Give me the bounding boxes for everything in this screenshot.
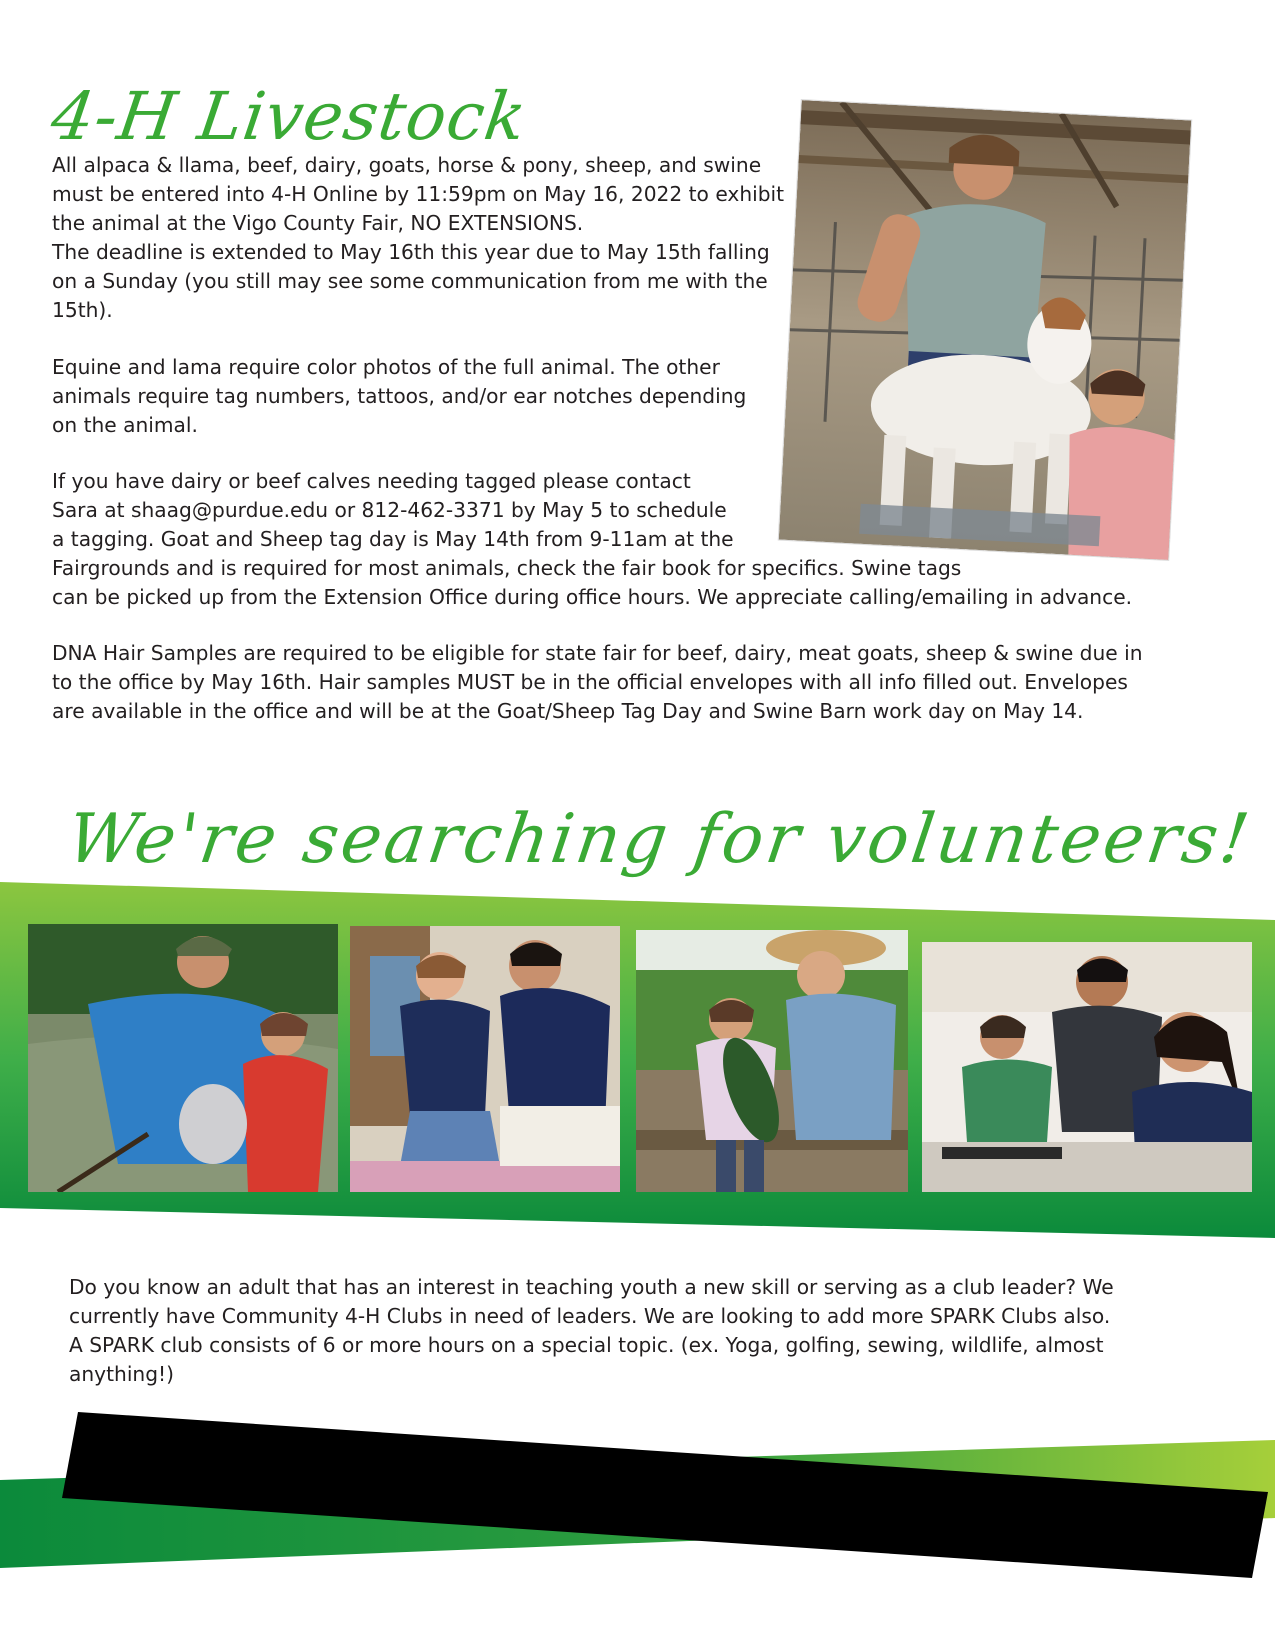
text-line: Do you know an adult that has an interest in teaching youth a new skill or serving as a club leader? We bbox=[69, 1275, 1114, 1299]
footer-stripes bbox=[0, 1400, 1275, 1650]
volunteer-photo-computer bbox=[922, 942, 1252, 1192]
text-line: to the office by May 16th. Hair samples MUST be in the official envelopes with all info filled out. Envelopes bbox=[52, 670, 1128, 694]
text-line: Equine and lama require color photos of the full animal. The other bbox=[52, 355, 720, 379]
volunteer-photo-fishing bbox=[28, 924, 338, 1192]
text-line: 15th). bbox=[52, 298, 113, 322]
text-line: can be picked up from the Extension Office during office hours. We appreciate calling/emailing in advance. bbox=[52, 585, 1133, 609]
text-line: a tagging. Goat and Sheep tag day is May 14th from 9-11am at the bbox=[52, 527, 734, 551]
livestock-title: 4-H Livestock bbox=[46, 78, 532, 155]
text-line: The deadline is extended to May 16th this year due to May 15th falling bbox=[52, 240, 770, 264]
text-line: Sara at shaag@purdue.edu or 812-462-3371 by May 5 to schedule bbox=[52, 498, 727, 522]
livestock-photo bbox=[779, 100, 1191, 560]
text-line: DNA Hair Samples are required to be eligible for state fair for beef, dairy, meat goats, sheep & swine due in bbox=[52, 641, 1143, 665]
text-line: the animal at the Vigo County Fair, NO EXTENSIONS. bbox=[52, 211, 584, 235]
volunteers-title: We're searching for volunteers! bbox=[62, 800, 1257, 879]
text-line: anything!) bbox=[69, 1362, 175, 1386]
text-line: must be entered into 4-H Online by 11:59pm on May 16, 2022 to exhibit bbox=[52, 182, 785, 206]
text-line: All alpaca & llama, beef, dairy, goats, horse & pony, sheep, and swine bbox=[52, 153, 762, 177]
text-line: on the animal. bbox=[52, 413, 198, 437]
text-line: Fairgrounds and is required for most animals, check the fair book for specifics. Swine tags bbox=[52, 556, 962, 580]
text-line: animals require tag numbers, tattoos, and/or ear notches depending bbox=[52, 384, 747, 408]
livestock-photo-illustration bbox=[779, 100, 1191, 560]
text-line: A SPARK club consists of 6 or more hours on a special topic. (ex. Yoga, golfing, sewing, wildlife, almost bbox=[69, 1333, 1104, 1357]
text-line: are available in the office and will be at the Goat/Sheep Tag Day and Swine Barn work day on May 14. bbox=[52, 699, 1084, 723]
text-line: If you have dairy or beef calves needing tagged please contact bbox=[52, 469, 691, 493]
volunteer-photo-sewing bbox=[350, 926, 620, 1192]
volunteer-photo-garden bbox=[636, 930, 908, 1192]
volunteer-photo-banner bbox=[0, 880, 1275, 1240]
text-line: on a Sunday (you still may see some communication from me with the bbox=[52, 269, 768, 293]
text-line: currently have Community 4-H Clubs in need of leaders. We are looking to add more SPARK Clubs also. bbox=[69, 1304, 1111, 1328]
